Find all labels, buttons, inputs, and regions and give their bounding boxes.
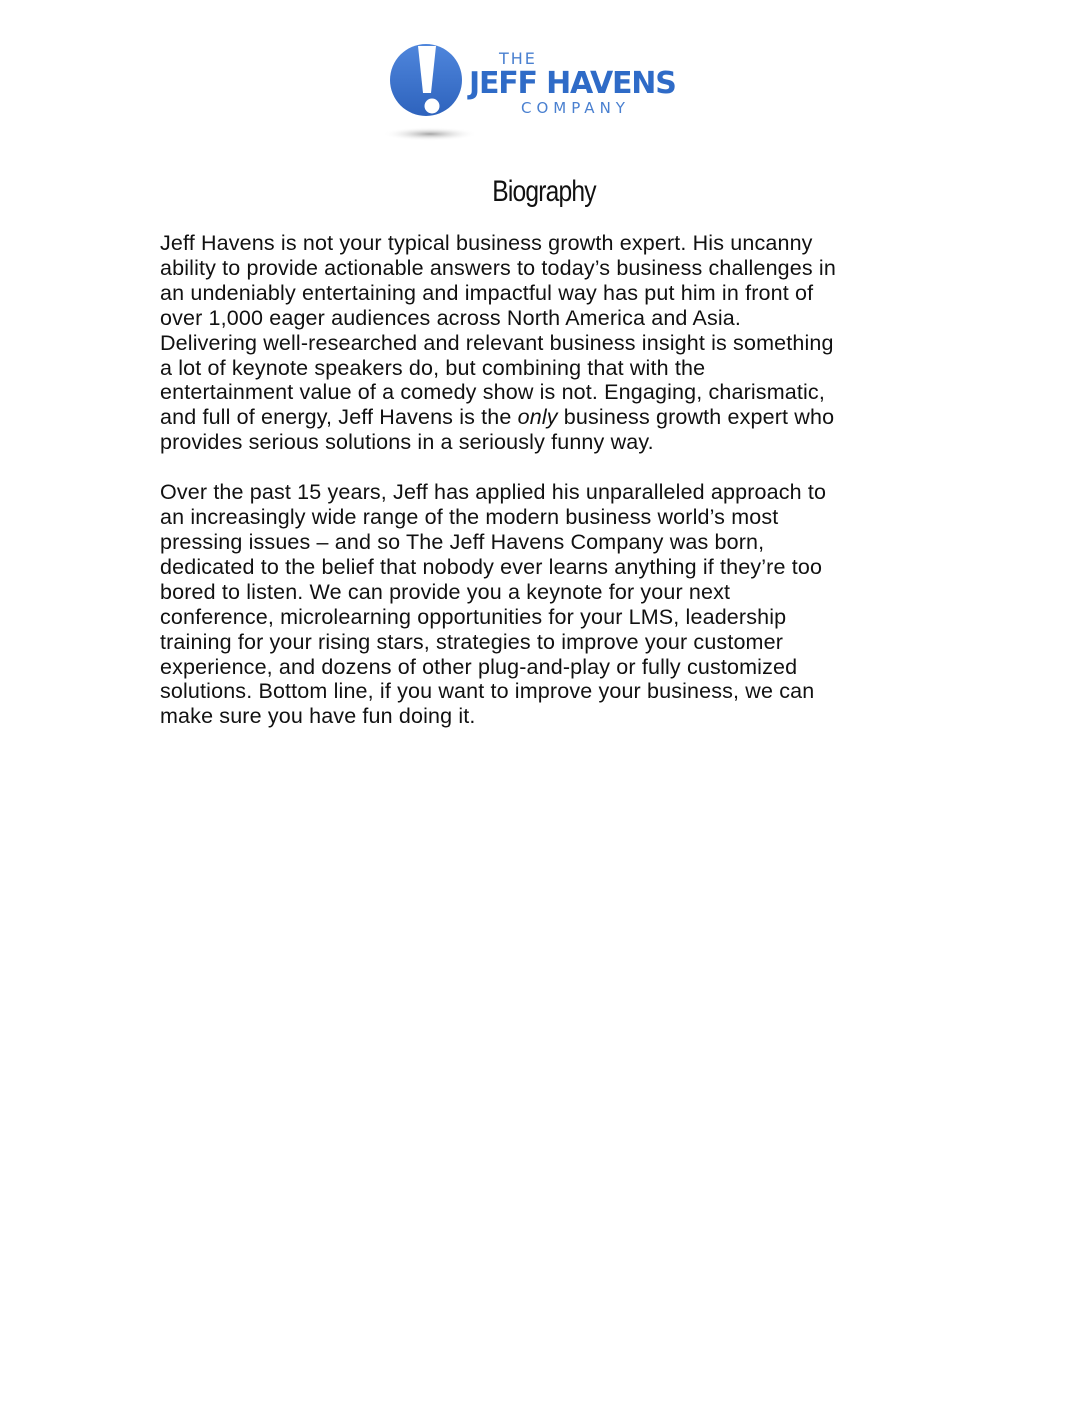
paragraph-2-line: Over the past 15 years, Jeff has applied his unparalleled approach to: [160, 480, 827, 505]
paragraph-2-line: an increasingly wide range of the modern business world’s most: [160, 505, 779, 530]
paragraph-2-line: training for your rising stars, strategies to improve your customer: [160, 629, 784, 654]
paragraph-1-line: ability to provide actionable answers to today’s business challenges in: [160, 255, 836, 280]
paragraph-2-line: solutions. Bottom line, if you want to improve your business, we can: [160, 679, 815, 704]
line-8-post-text: business growth expert who: [557, 405, 835, 430]
paragraph-2-line: dedicated to the belief that nobody ever learns anything if they’re too: [160, 554, 823, 579]
paragraph-2-line: conference, microlearning opportunities for your LMS, leadership: [160, 604, 787, 629]
paragraph-1-line: entertainment value of a comedy show is not. Engaging, charismatic,: [160, 380, 825, 405]
paragraph-1-line: Jeff Havens is not your typical business growth expert. His uncanny: [160, 231, 813, 255]
company-logo: [378, 38, 698, 148]
biography-content: [160, 231, 950, 754]
paragraph-1-line: [160, 405, 950, 430]
paragraph-2-line: bored to listen. We can provide you a keynote for your next: [160, 579, 731, 604]
biography-paragraph-2: [160, 480, 950, 729]
paragraph-2-line: make sure you have fun doing it.: [160, 704, 476, 729]
paragraph-1-line: Delivering well-researched and relevant business insight is something: [160, 330, 834, 355]
logo-the-text: THE: [499, 49, 537, 68]
paragraph-1-line: over 1,000 eager audiences across North America and Asia.: [160, 305, 742, 330]
logo-name-text: JEFF HAVENS: [469, 66, 676, 101]
paragraph-2-line: pressing issues – and so The Jeff Havens Company was born,: [160, 529, 765, 554]
paragraph-1-line: a lot of keynote speakers do, but combining that with the: [160, 355, 706, 380]
paragraph-1-line: an undeniably entertaining and impactful way has put him in front of: [160, 280, 814, 305]
biography-paragraph-1: [160, 231, 950, 455]
line-8-pre-text: and full of energy, Jeff Havens is the: [160, 405, 518, 430]
logo-company-text: COMPANY: [521, 99, 630, 117]
emphasis-only: only: [517, 405, 558, 430]
paragraph-2-line: experience, and dozens of other plug-and-play or fully customized: [160, 654, 798, 679]
paragraph-1-line: provides serious solutions in a seriously funny way.: [160, 430, 654, 455]
page-title: Biography: [492, 175, 596, 208]
